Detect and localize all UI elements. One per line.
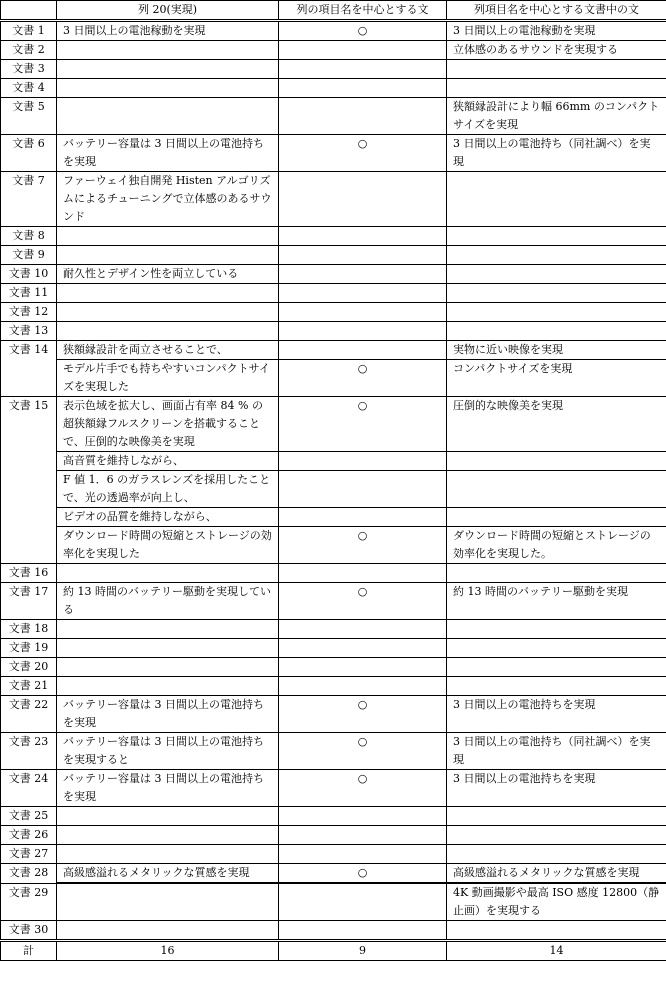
doc-label: 文書 16 [1,564,57,583]
in-doc-cell [447,658,666,677]
doc-label: 文書 14 [1,341,57,397]
in-doc-cell [447,79,666,98]
in-doc-cell: コンパクトサイズを実現 [447,360,666,397]
center-mark-cell [279,265,447,284]
header-center-sentence: 列の項目名を中心とする文 [279,1,447,21]
table-row [1,21,666,41]
col20-cell: 耐久性とデザイン性を両立している [57,265,279,284]
in-doc-cell [447,921,666,941]
table-row [1,172,666,227]
center-mark-cell [279,79,447,98]
total-center: 9 [279,941,447,961]
center-mark-cell: ○ [279,135,447,172]
header-doc [1,1,57,21]
col20-cell: モデル片手でも持ちやすいコンパクトサイズを実現した [57,360,279,397]
in-doc-cell [447,564,666,583]
doc-label: 文書 18 [1,620,57,639]
table-row [1,265,666,284]
table-row [1,360,666,397]
col20-cell [57,620,279,639]
col20-cell: ダウンロード時間の短縮とストレージの効率化を実現した [57,527,279,564]
center-mark-cell [279,284,447,303]
table-row [1,227,666,246]
doc-label: 文書 28 [1,864,57,884]
center-mark-cell: ○ [279,696,447,733]
col20-cell: ビデオの品質を維持しながら、 [57,508,279,527]
table-row [1,564,666,583]
table-row [1,303,666,322]
col20-cell: F 値 1．6 のガラスレンズを採用したことで、光の透過率が向上し、 [57,471,279,508]
in-doc-cell: 3 日間以上の電池持ちを実現 [447,770,666,807]
center-mark-cell [279,322,447,341]
col20-cell: 高級感溢れるメタリックな質感を実現 [57,864,279,883]
center-mark-cell [279,677,447,696]
center-mark-cell [279,341,447,360]
table-row [1,658,666,677]
center-mark-cell [279,172,447,227]
in-doc-cell [447,265,666,284]
table-row [1,246,666,265]
table-row [1,98,666,135]
col20-cell: 高音質を維持しながら、 [57,452,279,471]
in-doc-cell [447,60,666,79]
total-label: 計 [1,941,57,961]
in-doc-cell [447,639,666,658]
col20-cell [57,884,279,921]
doc-label: 文書 24 [1,770,57,807]
center-mark-cell [279,98,447,135]
in-doc-cell: 立体感のあるサウンドを実現する [447,41,666,60]
table-row [1,677,666,696]
center-mark-cell [279,564,447,583]
doc-label: 文書 8 [1,227,57,246]
table-row [1,733,666,770]
in-doc-cell: 狭額縁設計により幅 66mm のコンパクトサイズを実現 [447,98,666,135]
col20-cell [57,845,279,864]
total-in-doc: 14 [447,941,666,961]
doc-label: 文書 21 [1,677,57,696]
doc-label: 文書 19 [1,639,57,658]
center-mark-cell [279,41,447,60]
in-doc-cell [447,826,666,845]
col20-cell: 約 13 時間のバッテリー駆動を実現している [57,583,279,620]
doc-label: 文書 25 [1,807,57,826]
center-mark-cell: ○ [279,770,447,807]
total-col20: 16 [57,941,279,961]
center-mark-cell [279,508,447,527]
in-doc-cell [447,322,666,341]
in-doc-cell [447,845,666,864]
in-doc-cell: 3 日間以上の電池持ちを実現 [447,696,666,733]
col20-cell [57,284,279,303]
col20-cell: 狭額縁設計を両立させることで、 [57,341,279,360]
col20-cell [57,639,279,658]
center-mark-cell [279,227,447,246]
table-row [1,921,666,941]
doc-label: 文書 2 [1,41,57,60]
center-mark-cell: ○ [279,864,447,883]
in-doc-cell: ダウンロード時間の短縮とストレージの効率化を実現した。 [447,527,666,564]
doc-label: 文書 27 [1,845,57,864]
table-row [1,452,666,471]
table-row [1,397,666,452]
table-row [1,696,666,733]
doc-label: 文書 15 [1,397,57,564]
in-doc-cell [447,303,666,322]
doc-label: 文書 11 [1,284,57,303]
in-doc-cell [447,620,666,639]
in-doc-cell: 3 日間以上の電池持ち（同社調べ）を実現 [447,733,666,770]
header-row [1,1,666,21]
center-mark-cell [279,639,447,658]
doc-label: 文書 23 [1,733,57,770]
in-doc-cell [447,172,666,227]
header-col20: 列 20(実現) [57,1,279,21]
col20-cell: バッテリー容量は 3 日間以上の電池持ちを実現 [57,770,279,807]
table-row [1,583,666,620]
col20-cell [57,658,279,677]
total-row [1,941,666,961]
table-row [1,884,666,921]
center-mark-cell [279,884,447,921]
doc-label: 文書 5 [1,98,57,135]
in-doc-cell: 圧倒的な映像美を実現 [447,397,666,452]
in-doc-cell: 4K 動画撮影や最高 ISO 感度 12800（静止画）を実現する [447,884,666,921]
in-doc-cell: 高級感溢れるメタリックな質感を実現 [447,864,666,883]
col20-cell: バッテリー容量は 3 日間以上の電池持ちを実現すると [57,733,279,770]
table-row [1,527,666,564]
doc-label: 文書 20 [1,658,57,677]
col20-cell [57,98,279,135]
col20-cell: 3 日間以上の電池稼動を実現 [57,21,279,41]
doc-label: 文書 9 [1,246,57,265]
doc-label: 文書 26 [1,826,57,845]
center-mark-cell [279,60,447,79]
table-row [1,341,666,360]
col20-cell [57,303,279,322]
center-mark-cell: ○ [279,360,447,397]
center-mark-cell: ○ [279,21,447,41]
doc-label: 文書 6 [1,135,57,172]
center-mark-cell: ○ [279,397,447,452]
doc-label: 文書 3 [1,60,57,79]
col20-cell: ファーウェイ独自開発 Histen アルゴリズムによるチューニングで立体感のあるサウンド [57,172,279,227]
center-mark-cell [279,658,447,677]
header-in-doc-sentence: 列項目名を中心とする文書中の文 [447,1,666,21]
in-doc-cell [447,227,666,246]
table-row [1,471,666,508]
table-row [1,322,666,341]
in-doc-cell [447,508,666,527]
table-row [1,41,666,60]
center-mark-cell: ○ [279,733,447,770]
col20-cell [57,60,279,79]
col20-cell [57,246,279,265]
doc-label: 文書 29 [1,884,57,921]
center-mark-cell [279,303,447,322]
table-row [1,826,666,845]
center-mark-cell [279,807,447,826]
doc-label: 文書 13 [1,322,57,341]
in-doc-cell [447,284,666,303]
col20-cell [57,79,279,98]
in-doc-cell: 実物に近い映像を実現 [447,341,666,360]
doc-label: 文書 17 [1,583,57,620]
center-mark-cell [279,471,447,508]
table-row [1,135,666,172]
col20-cell: バッテリー容量は 3 日間以上の電池持ちを実現 [57,135,279,172]
center-mark-cell [279,620,447,639]
in-doc-cell [447,677,666,696]
doc-label: 文書 4 [1,79,57,98]
table-body [1,21,666,941]
col20-cell [57,564,279,583]
doc-label: 文書 1 [1,21,57,41]
center-mark-cell [279,826,447,845]
col20-cell: 表示色域を拡大し、画面占有率 84 % の超狭額縁フルスクリーンを搭載することで、圧倒的な映像美を実現 [57,397,279,452]
col20-cell [57,227,279,246]
table-row [1,620,666,639]
in-doc-cell [447,246,666,265]
table-row [1,639,666,658]
table-row [1,864,666,883]
doc-label: 文書 7 [1,172,57,227]
table-row [1,508,666,527]
in-doc-cell: 3 日間以上の電池持ち（同社調べ）を実現 [447,135,666,172]
center-mark-cell [279,452,447,471]
table-row [1,79,666,98]
center-mark-cell: ○ [279,583,447,620]
col20-cell [57,41,279,60]
in-doc-cell: 3 日間以上の電池稼動を実現 [447,21,666,41]
center-mark-cell [279,246,447,265]
doc-label: 文書 22 [1,696,57,733]
center-mark-cell [279,845,447,864]
doc-label: 文書 12 [1,303,57,322]
col20-cell [57,826,279,845]
col20-cell [57,921,279,941]
in-doc-cell [447,471,666,508]
in-doc-cell: 約 13 時間のバッテリー駆動を実現 [447,583,666,620]
col20-cell [57,677,279,696]
table-row [1,845,666,864]
in-doc-cell [447,452,666,471]
doc-label: 文書 10 [1,265,57,284]
doc-label: 文書 30 [1,921,57,941]
table-row [1,284,666,303]
col20-cell [57,807,279,826]
col20-cell [57,322,279,341]
col20-cell: バッテリー容量は 3 日間以上の電池持ちを実現 [57,696,279,733]
center-mark-cell [279,921,447,941]
table-row [1,60,666,79]
table-row [1,807,666,826]
in-doc-cell [447,807,666,826]
table-row [1,770,666,807]
center-mark-cell: ○ [279,527,447,564]
